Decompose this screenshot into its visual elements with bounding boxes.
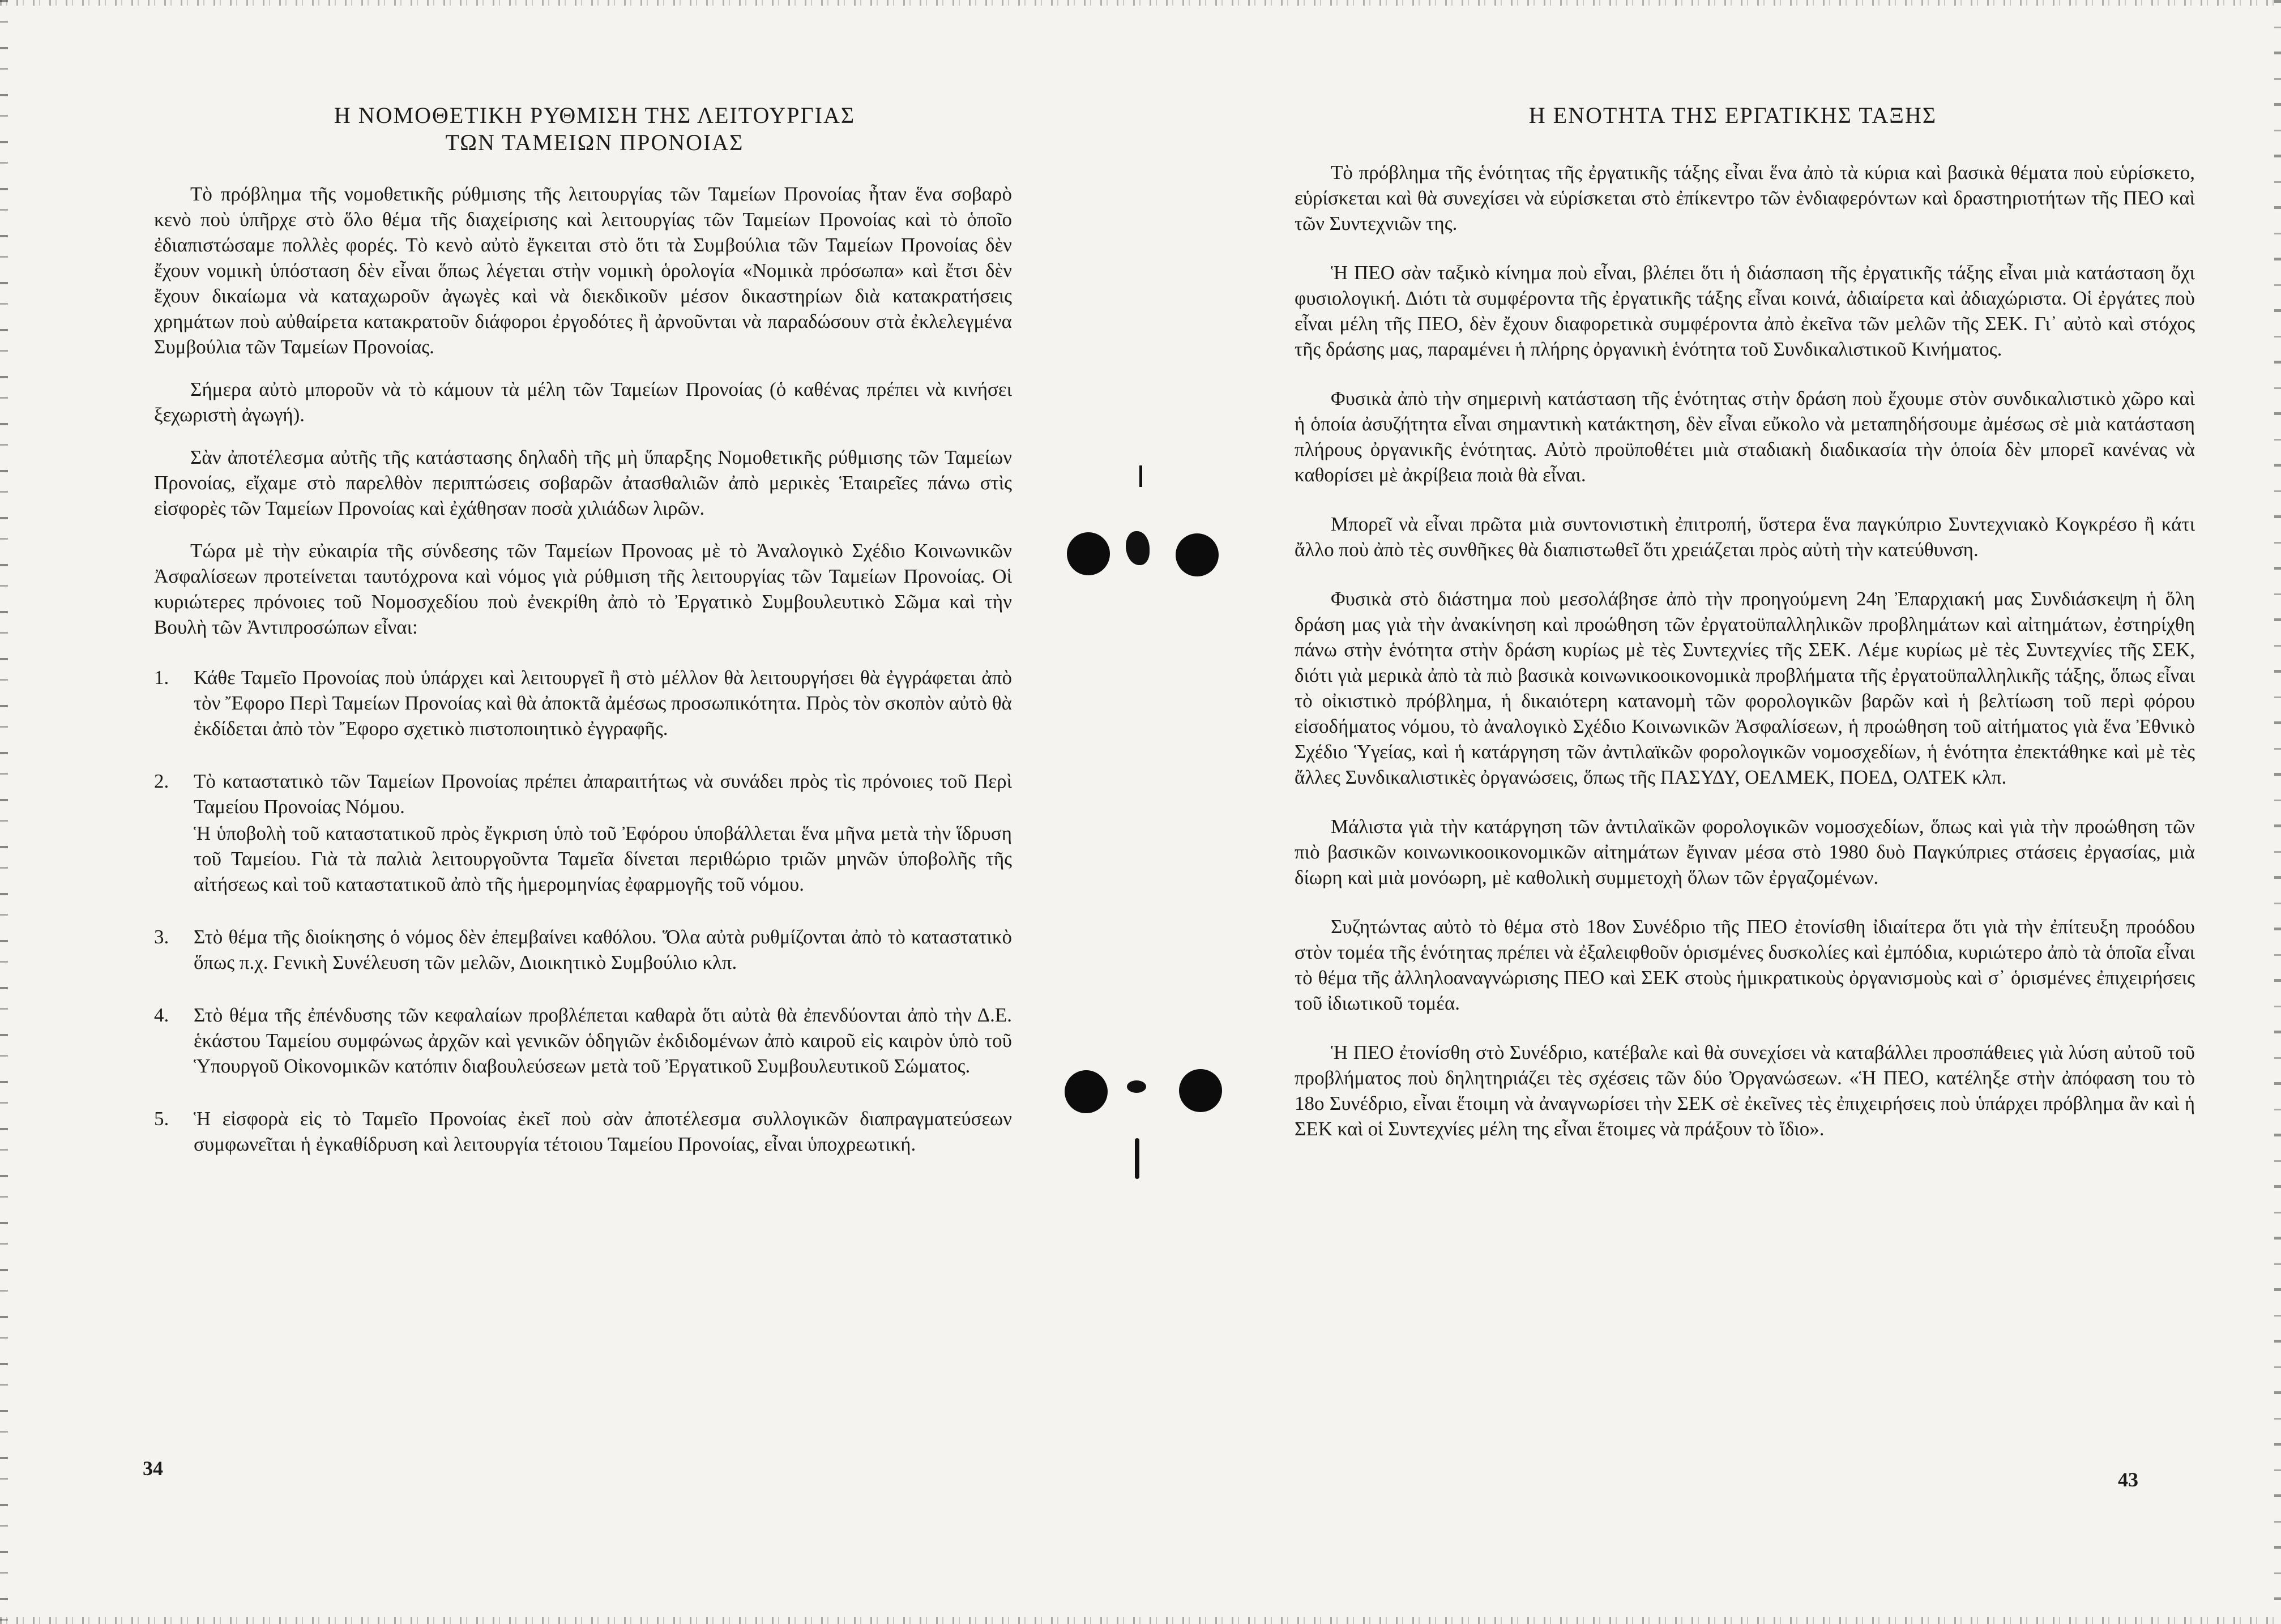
binding-mark bbox=[1126, 531, 1150, 565]
left-title-line-1: Η ΝΟΜΟΘΕΤΙΚΗ ΡΥΘΜΙΣΗ ΤΗΣ ΛΕΙΤΟΥΡΓΙΑΣ bbox=[334, 102, 856, 128]
right-paragraph-7: Συζητώντας αὐτὸ τὸ θέμα στὸ 18ον Συνέδριο τῆς ΠΕΟ ἐτονίσθη ἰδιαίτερα ὅτι γιὰ τὴν ἐπίτευξη προόδου στὸν τομέα τῆς ἑνότητας πρέπει νὰ ἐξαλειφθοῦν ὁρισμένες δυσκολίες καὶ ἐμπόδια, κυριώτερο ἀπὸ τὰ ὁποῖα εἶναι τὸ θέμα τῆς ἀλληλοαναγνώρισης ΠΕΟ καὶ ΣΕΚ στοὺς ἡμικρατικοὺς ὀργανισμοὺς καὶ σ᾽ ὁρισμένες ἐπιχειρήσεις τοῦ ἰδιωτικοῦ τομέα. bbox=[1295, 916, 2195, 1014]
binding-mark bbox=[1127, 1080, 1146, 1093]
list-item-text: Στὸ θέμα τῆς ἐπένδυσης τῶν κεφαλαίων προβλέπεται καθαρὰ ὅτι αὐτὰ θὰ ἐπενδύονται ἀπὸ τὴν Δ.Ε. ἑκάστου Ταμείου συμφώνως ἀρχῶν καὶ γενικῶν ὁδηγιῶν ἐκδιδομένων ἀπὸ καιροῦ εἰς καιρὸν ὑπὸ τοῦ Ὑπουργοῦ Οἰκονομικῶν κατόπιν διαβουλεύσεων μετὰ τοῦ Ἐργατικοῦ Συμβουλευτικοῦ Σώματος. bbox=[194, 1004, 1012, 1077]
list-item bbox=[154, 665, 1012, 741]
right-paragraph-6: Μάλιστα γιὰ τὴν κατάργηση τῶν ἀντιλαϊκῶν φορολογικῶν νομοσχεδίων, ὅπως καὶ γιὰ τὴν προώθηση τῶν πιὸ βασικῶν κοινωνικοοικονομικῶν αἰτημάτων ἔγιναν μέσα στὸ 1980 δυὸ Παγκύπριες στάσεις ἐργασίας, μιὰ δίωρη καὶ μιὰ μονόωρη, μὲ καθολικὴ συμμετοχὴ ὅλων τῶν ἐργαζομένων. bbox=[1295, 815, 2195, 888]
list-item-number: 4. bbox=[154, 1004, 169, 1026]
list-item-number: 5. bbox=[154, 1108, 169, 1130]
left-paragraph-2: Σήμερα αὐτὸ μποροῦν νὰ τὸ κάμουν τὰ μέλη τῶν Ταμείων Προνοίας (ὁ καθένας πρέπει νὰ κινήσει ξεχωριστὴ ἀγωγή). bbox=[154, 378, 1012, 426]
left-page bbox=[0, 0, 1053, 1624]
provisions-list bbox=[154, 665, 1012, 1157]
left-paragraph-4: Τώρα μὲ τὴν εὐκαιρία τῆς σύνδεσης τῶν Ταμείων Προνοας μὲ τὸ Ἀναλογικὸ Σχέδιο Κοινωνικῶν Ἀσφαλίσεων προτείνεται ταυτόχρονα καὶ νόμος γιὰ ρύθμιση τῆς λειτουργίας τῶν Ταμείων Προνοίας. Οἱ κυριώτερες πρόνοιες τοῦ Νομοσχεδίου ποὺ ἐνεκρίθη ἀπὸ τὸ Ἐργατικὸ Συμβουλευτικὸ Σῶμα καὶ τὴν Βουλὴ τῶν Ἀντιπροσώπων εἶναι: bbox=[154, 540, 1012, 638]
list-item-number: 3. bbox=[154, 926, 169, 948]
right-page-number: 43 bbox=[2118, 1468, 2138, 1491]
left-paragraph-1: Τὸ πρόβλημα τῆς νομοθετικῆς ρύθμισης τῆς λειτουργίας τῶν Ταμείων Προνοίας ἦταν ἕνα σοβαρὸ κενὸ ποὺ ὑπῆρχε στὸ ὅλο θέμα τῆς διαχείρισης καὶ λειτουργίας τῶν Ταμείων Προνοίας καὶ τὸ ὁποῖο ἐδιαπιστώσαμε πολλὲς φορές. Τὸ κενὸ αὐτὸ ἔγκειται στὸ ὅτι τὰ Συμβούλια τῶν Ταμείων Προνοίας δὲν ἔχουν νομικὴ ὑπόσταση δὲν εἶναι ὅπως λέγεται στὴν νομικὴ ὁρολογία «Νομικὰ πρόσωπα» καὶ ἔτσι δὲν ἔχουν δικαίωμα νὰ καταχωροῦν ἀγωγὲς καὶ νὰ διεκδικοῦν μέσον δικαστηρίων διὰ κατακρατήσεις χρημάτων ποὺ αὐθαίρετα κατακρατοῦν διάφοροι ἐργοδότες ἢ ἀρνοῦνται νὰ παραδώσουν στὰ ἐκλελεγμένα Συμβούλια τῶν Ταμείων Προνοίας. bbox=[154, 183, 1012, 358]
binding-mark bbox=[1135, 1138, 1139, 1179]
right-paragraph-8: Ἡ ΠΕΟ ἐτονίσθη στὸ Συνέδριο, κατέβαλε καὶ θὰ συνεχίσει νὰ καταβάλλει προσπάθειες γιὰ λύση αὐτοῦ τοῦ προβλήματος ποὺ δηλητηριάζει τὲς σχέσεις τῶν δύο Ὀργανώσεων. «Ἡ ΠΕΟ, κατέληξε στὴν ἀπόφαση του τὸ 18ο Συνέδριο, εἶναι ἕτοιμη νὰ ἀναγνωρίσει τὴν ΣΕΚ σὲ ἐκεῖνες τὲς ἐπιχειρήσεις ποὺ ὑπάρχει πρόβλημα ἂν καὶ ἡ ΣΕΚ καὶ οἱ Συντεχνίες μέλη της εἶναι ἕτοιμες νὰ πράξουν τὸ ἴδιο». bbox=[1295, 1041, 2195, 1140]
right-paragraph-2: Ἡ ΠΕΟ σὰν ταξικὸ κίνημα ποὺ εἶναι, βλέπει ὅτι ἡ διάσπαση τῆς ἐργατικῆς τάξης εἶναι μιὰ κατάσταση ὄχι φυσιολογική. Διότι τὰ συμφέροντα τῆς ἐργατικῆς τάξης εἶναι κοινά, ἀδιαίρετα καὶ ἀδιαχώριστα. Οἱ ἐργάτες ποὺ εἶναι μέλη τῆς ΠΕΟ, δὲν ἔχουν διαφορετικὰ συμφέροντα ἀπὸ ἐκεῖνα τῶν μελῶν τῆς ΣΕΚ. Γι᾽ αὐτὸ καὶ στόχος τῆς δράσης μας, παραμένει ἡ πλήρης ὀργανικὴ ἑνότητα τοῦ Συνδικαλιστικοῦ Κινήματος. bbox=[1295, 262, 2195, 360]
list-item-text: Τὸ καταστατικὸ τῶν Ταμείων Προνοίας πρέπει ἀπαραιτήτως νὰ συνάδει πρὸς τὶς πρόνοιες τοῦ Περὶ Ταμείου Προνοίας Νόμου. bbox=[194, 770, 1012, 818]
right-paragraph-5: Φυσικὰ στὸ διάστημα ποὺ μεσολάβησε ἀπὸ τὴν προηγούμενη 24η Ἐπαρχιακή μας Συνδιάσκεψη ἡ ὅλη δράση μας γιὰ τὴν ἀνακίνηση καὶ προώθηση τῶν ἐργατοϋπαλληλικῶν προβλημάτων καὶ αἰτημάτων, ἐστηρίχθη πάνω στὴν ἑνότητα στὴν δράση κυρίως μὲ τὲς Συντεχνίες τῆς ΣΕΚ. Λέμε κυρίως μὲ τὲς Συντεχνίες τῆς ΣΕΚ, διότι γιὰ μερικὰ ἀπὸ τὰ πιὸ βασικὰ κοινωνικοοικονομικὰ προβλήματα τῆς ἐργατοϋπαλληλικῆς τάξης, ὅπως εἶναι τὸ οἰκιστικὸ πρόβλημα, ἡ δικαιότερη κατανομὴ τῶν φορολογικῶν βαρῶν καὶ ἡ βελτίωση τοῦ περὶ φόρου εἰσοδήματος νόμου, τὸ ἀναλογικὸ Σχέδιο Κοινωνικῶν Ἀσφαλίσεων, ἡ προώθηση τοῦ αἰτήματος γιὰ ἕνα Ἐθνικὸ Σχέδιο Ὑγείας, καὶ ἡ κατάργηση τῶν ἀντιλαϊκῶν φορολογικῶν νομοσχεδίων, ἡ ἑνότητα ἐπεκτάθηκε καὶ μὲ τὲς ἄλλες Συνδικαλιστικὲς ὀργανώσεις, ὅπως τῆς ΠΑΣΥΔΥ, ΟΕΛΜΕΚ, ΠΟΕΔ, ΟΛΤΕΚ κλπ. bbox=[1295, 588, 2195, 788]
list-item-number: 1. bbox=[154, 666, 169, 689]
binding-mark bbox=[1139, 465, 1142, 487]
list-item-text: Κάθε Ταμεῖο Προνοίας ποὺ ὑπάρχει καὶ λειτουργεῖ ἢ στὸ μέλλον θὰ λειτουργήσει θὰ ἐγγράφεται ἀπὸ τὸν Ἔφορο Περὶ Ταμείων Προνοίας καὶ θὰ ἀποκτᾶ ἀμέσως προσωπικότητα. Πρὸς τὸν σκοπὸν αὐτὸ θὰ ἐκδίδεται ἀπὸ τὸν Ἔφορο σχετικὸ πιστοποιητικὸ ἐγγραφῆς. bbox=[194, 666, 1012, 740]
list-item bbox=[154, 1002, 1012, 1079]
binding-hole bbox=[1065, 1070, 1108, 1113]
list-item-subtext: Ἡ ὑποβολὴ τοῦ καταστατικοῦ πρὸς ἔγκριση ὑπὸ τοῦ Ἐφόρου ὑποβάλλεται ἕνα μῆνα μετὰ τὴν ἵδρυση τοῦ Ταμείου. Γιὰ τὰ παλιὰ λειτουργοῦντα Ταμεῖα δίνεται περιθώριο τριῶν μηνῶν ὑποβολῆς τῆς αἰτήσεως καὶ τοῦ καταστατικοῦ ἀπὸ τῆς ἡμερομηνίας ἐφαρμογῆς τοῦ νόμου. bbox=[194, 822, 1012, 895]
binding-hole bbox=[1067, 532, 1110, 575]
right-page-body bbox=[1295, 160, 2195, 1159]
right-paragraph-4: Μπορεῖ νὰ εἶναι πρῶτα μιὰ συντονιστικὴ ἐπιτροπή, ὕστερα ἕνα παγκύπριο Συντεχνιακὸ Κογκρέσο ἢ κάτι ἄλλο ποὺ ἀπὸ τὲς συνθῆκες θὰ διαπιστωθεῖ ὅτι χρειάζεται πρὸς αὐτὴ τὴν κατεύθυνση. bbox=[1295, 513, 2195, 561]
left-paragraph-3: Σὰν ἀποτέλεσμα αὐτῆς τῆς κατάστασης δηλαδὴ τῆς μὴ ὕπαρξης Νομοθετικῆς ρύθμισης τῶν Ταμείων Προνοίας, εἴχαμε στὸ παρελθὸν περιπτώσεις σοβαρῶν ἀτασθαλιῶν ἀπὸ μερικὲς Ἑταιρεῖες πάνω στὶς εἰσφορὲς τῶν Ταμείων Προνοίας καὶ ἐχάθησαν ποσὰ χιλιάδων λιρῶν. bbox=[154, 446, 1012, 519]
list-item bbox=[154, 1106, 1012, 1157]
left-page-body bbox=[154, 181, 1012, 1184]
right-page-title: Η ΕΝΟΤΗΤΑ ΤΗΣ ΕΡΓΑΤΙΚΗΣ ΤΑΞΗΣ bbox=[1528, 102, 1937, 128]
left-title-line-2: ΤΩΝ ΤΑΜΕΙΩΝ ΠΡΟΝΟΙΑΣ bbox=[445, 130, 744, 155]
list-item-text: Ἡ εἰσφορὰ εἰς τὸ Ταμεῖο Προνοίας ἐκεῖ ποὺ σὰν ἀποτέλεσμα συλλογικῶν διαπραγματεύσεων συμφωνεῖται ἡ ἐγκαθίδρυση καὶ λειτουργία τέτοιου Ταμείου Προνοίας, εἶναι ὑποχρεωτική. bbox=[194, 1108, 1012, 1155]
list-item bbox=[154, 924, 1012, 975]
list-item-number: 2. bbox=[154, 770, 169, 792]
right-page bbox=[1178, 0, 2281, 1624]
right-paragraph-1: Τὸ πρόβλημα τῆς ἑνότητας τῆς ἐργατικῆς τάξης εἶναι ἕνα ἀπὸ τὰ κύρια καὶ βασικὰ θέματα ποὺ εὑρίσκετο, εὑρίσκεται καὶ θὰ συνεχίσει νὰ εὑρίσκεται στὸ ἐπίκεντρο τῶν ἐνδιαφερόντων καὶ δραστηριοτήτων τῆς ΠΕΟ καὶ τῶν Συντεχνιῶν της. bbox=[1295, 161, 2195, 234]
list-item-text: Στὸ θέμα τῆς διοίκησης ὁ νόμος δὲν ἐπεμβαίνει καθόλου. Ὅλα αὐτὰ ρυθμίζονται ἀπὸ τὸ καταστατικὸ ὅπως π.χ. Γενικὴ Συνέλευση τῶν μελῶν, Διοικητικὸ Συμβούλιο κλπ. bbox=[194, 926, 1012, 973]
list-item bbox=[154, 768, 1012, 897]
right-paragraph-3: Φυσικὰ ἀπὸ τὴν σημερινὴ κατάσταση τῆς ἑνότητας στὴν δράση ποὺ ἔχουμε στὸν συνδικαλιστικὸ χῶρο καὶ ἡ ὁποία ἀσυζήτητα εἶναι σημαντικὴ κατάκτηση, δὲν εἶναι εὔκολο νὰ μεταπηδήσουμε ἀμέσως σὲ μιὰ κατάσταση πλήρους ὀργανικῆς ἑνότητας. Αὐτὸ προϋποθέτει μιὰ σταδιακὴ διαδικασία τὴν ὁποία δὲν μπορεῖ κανένας νὰ καθορίσει μὲ ἀκρίβεια ποιὰ θὰ εἶναι. bbox=[1295, 387, 2195, 486]
left-page-title bbox=[244, 102, 946, 156]
left-page-number: 34 bbox=[143, 1457, 163, 1480]
